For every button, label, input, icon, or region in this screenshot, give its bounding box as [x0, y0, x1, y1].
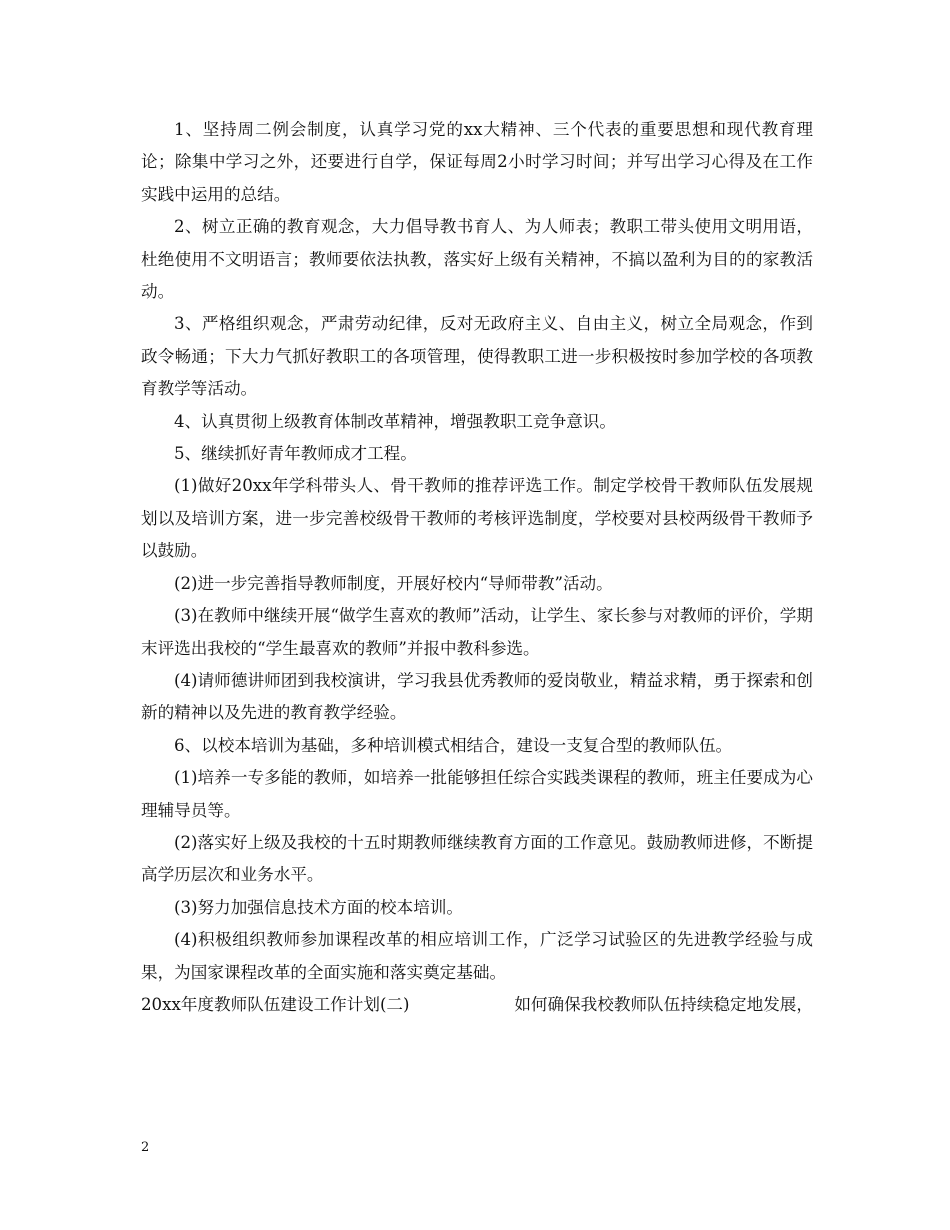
paragraph-5-1: (1)做好20xx年学科带头人、骨干教师的推荐评选工作。制定学校骨干教师队伍发展规划以及培训方案，进一步完善校级骨干教师的考核评选制度，学校要对县校两级骨干教师予以鼓励。	[141, 476, 813, 561]
paragraph-5-2: (2)进一步完善指导教师制度，开展好校内“导师带教”活动。	[174, 573, 613, 593]
paragraph-2: 2、树立正确的教育观念，大力倡导教书育人、为人师表；教职工带头使用文明用语，杜绝使用不文明语言；教师要依法执教，落实好上级有关精神，不搞以盈利为目的的家教活动。	[141, 217, 813, 302]
paragraph-1: 1、坚持周二例会制度，认真学习党的xx大精神、三个代表的重要思想和现代教育理论；除集中学习之外，还要进行自学，保证每周2小时学习时间；并写出学习心得及在工作实践中运用的总结。	[141, 120, 813, 204]
paragraph-3: 3、严格组织观念，严肃劳动纪律，反对无政府主义、自由主义，树立全局观念，作到政令畅通；下大力气抓好教职工的各项管理，使得教职工进一步积极按时参加学校的各项教育教学等活动。	[141, 314, 813, 399]
document-body	[141, 114, 813, 1021]
paragraph-5-4: (4)请师德讲师团到我校演讲，学习我县优秀教师的爱岗敬业，精益求精，勇于探索和创新的精神以及先进的教育教学经验。	[141, 670, 813, 723]
page-number: 2	[141, 1140, 150, 1155]
paragraph-5-3: (3)在教师中继续开展“做学生喜欢的教师”活动，让学生、家长参与对教师的评价，学期末评选出我校的“学生最喜欢的教师”并报中教科参选。	[141, 606, 813, 658]
paragraph-6: 6、以校本培训为基础，多种培训模式相结合，建设一支复合型的教师队伍。	[174, 735, 733, 755]
paragraph-6-3: (3)努力加强信息技术方面的校本培训。	[174, 897, 464, 917]
section-heading-line	[141, 989, 813, 1021]
paragraph-5: 5、继续抓好青年教师成才工程。	[174, 444, 417, 464]
paragraph-6-1: (1)培养一专多能的教师，如培养一批能够担任综合实践类课程的教师，班主任要成为心理辅导员等。	[141, 768, 813, 820]
paragraph-6-4: (4)积极组织教师参加课程改革的相应培训工作，广泛学习试验区的先进教学经验与成果，为国家课程改革的全面实施和落实奠定基础。	[141, 930, 813, 982]
section-title: 20xx年度教师队伍建设工作计划(二)	[141, 994, 410, 1014]
paragraph-4: 4、认真贯彻上级教育体制改革精神，增强教职工竞争意识。	[174, 411, 616, 431]
paragraph-6-2: (2)落实好上级及我校的十五时期教师继续教育方面的工作意见。鼓励教师进修，不断提高学历层次和业务水平。	[141, 832, 813, 885]
section-intro: 如何确保我校教师队伍持续稳定地发展，	[514, 994, 813, 1014]
